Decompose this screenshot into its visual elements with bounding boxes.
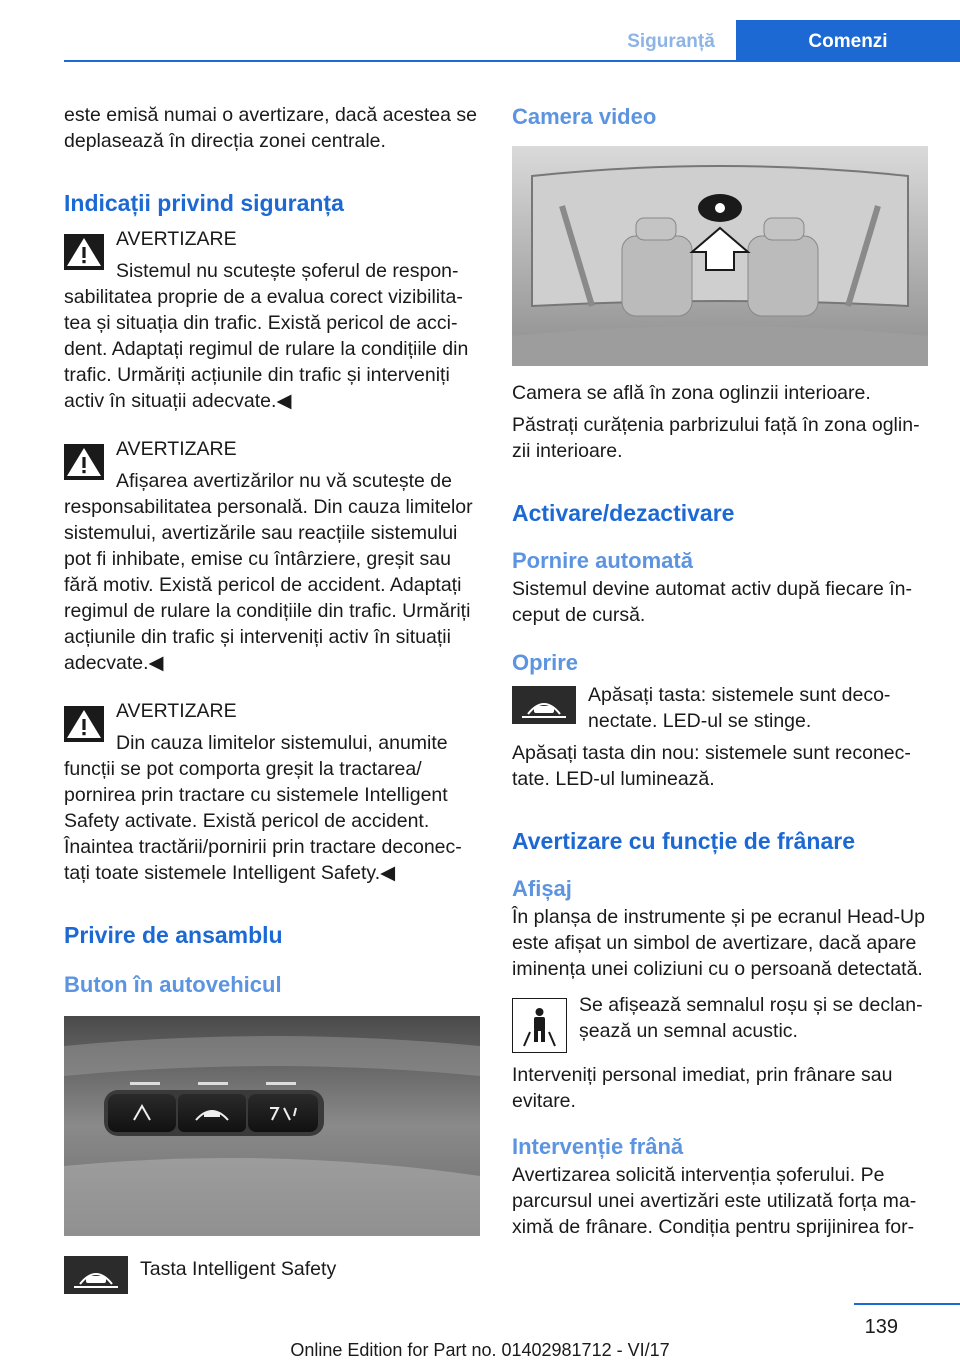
display-text-1: În planșa de instrumente și pe ecranul Head-Up este afișat un simbol de avertizare, dacă apare iminența unei coliziuni cu o persoană detectată. [512,906,925,980]
warning-title: AVERTIZARE [116,228,237,250]
intro-paragraph: este emisă numai o avertizare, dacă acestea se deplasează în direcția zonei centrale. [64,104,477,152]
heading-stop: Oprire [512,650,579,675]
heading-camera: Camera video [512,104,657,129]
stop-text-2: Apăsați tasta din nou: sistemele sunt reconectate. LED-ul luminează. [512,742,911,790]
warning-text: Sistemul nu scutește șoferul de responsabilitatea proprie de a evalua corect vizibilitatea și situația din trafic. Există pericol de accident. Adaptați regimul de rulare la condițiile din trafic. Urmăriți acțiunile din trafic și interveniți activ în situații adecvate.◀ [64,260,469,412]
pedestrian-warning-icon [512,998,567,1053]
heading-activate: Activare/dezactivare [512,500,735,526]
camera-text-2: Păstrați curățenia parbrizului față în zona oglinzii interioare. [512,414,920,462]
button-panel-photo [64,1016,480,1236]
warning-block [64,226,480,414]
heading-safety: Indicații privind siguranța [64,190,344,216]
button-caption: Tasta Intelligent Safety [140,1258,337,1280]
intelligent-safety-button-icon [512,686,576,724]
warning-title: AVERTIZARE [116,438,237,460]
page-number: 139 [864,1316,898,1338]
warning-text: Din cauza limitelor sistemului, anumite funcții se pot comporta greșit la tractarea/ pornirea prin tractare cu sistemele Intelligent Safety activate. Există pericol de accident. Înaintea tractării/pornirii prin tractare deconectați toate sistemele Intelligent Safety.◀ [64,732,462,884]
stop-row [512,682,928,734]
header-tab-section[interactable]: Siguranță [627,31,715,52]
heading-brake-warning: Avertizare cu funcție de frânare [512,828,855,854]
footer-rule [854,1303,960,1305]
warning-triangle-icon [64,234,104,270]
display-text-2: Se afișează semnalul roșu și se declanșează un semnal acustic. [579,994,923,1042]
stop-text-1: Apăsați tasta: sistemele sunt deconectate. LED-ul se stinge. [588,684,891,732]
heading-overview: Privire de ansamblu [64,922,283,948]
heading-brake-intervention: Intervenție frână [512,1134,684,1159]
camera-text-1: Camera se află în zona oglinzii interioare. [512,382,871,404]
warning-triangle-icon [64,706,104,742]
header-tab-chapter[interactable]: Comenzi [736,20,960,62]
warning-triangle-icon [64,444,104,480]
intelligent-safety-button-icon [64,1256,128,1294]
warning-block [64,698,480,886]
right-column [512,100,928,1240]
warning-text: Afișarea avertizărilor nu vă scutește de responsabilitatea personală. Din cauza limitelor sistemului, avertizările sau reacțiile sistemului pot fi inhibate, emise cu întârziere, greșit sau fără motiv. Există pericol de accident. Adaptați regimul de rulare la condițiile din trafic. Urmăriți acțiunile din trafic și interveniți activ în situații adecvate.◀ [64,470,473,674]
heading-button: Buton în autovehicul [64,972,282,997]
warning-block [64,436,480,676]
edition-footer: Online Edition for Part no. 01402981712 - VI/17 [290,1340,670,1360]
intervention-text: Avertizarea solicită intervenția șoferului. Pe parcursul unei avertizări este utilizată forța maximă de frânare. Condiția pentru sprijinirea for- [512,1164,917,1238]
windshield-camera-photo [512,146,928,366]
display-text-3: Interveniți personal imediat, prin frânare sau evitare. [512,1064,893,1112]
header-rule [64,60,960,62]
button-caption-row [64,1252,480,1296]
auto-start-text: Sistemul devine automat activ după fiecare început de cursă. [512,578,912,626]
warning-title: AVERTIZARE [116,700,237,722]
heading-auto-start: Pornire automată [512,548,693,573]
heading-display: Afișaj [512,876,572,901]
left-column [64,100,480,1296]
display-icon-row [512,992,928,1052]
